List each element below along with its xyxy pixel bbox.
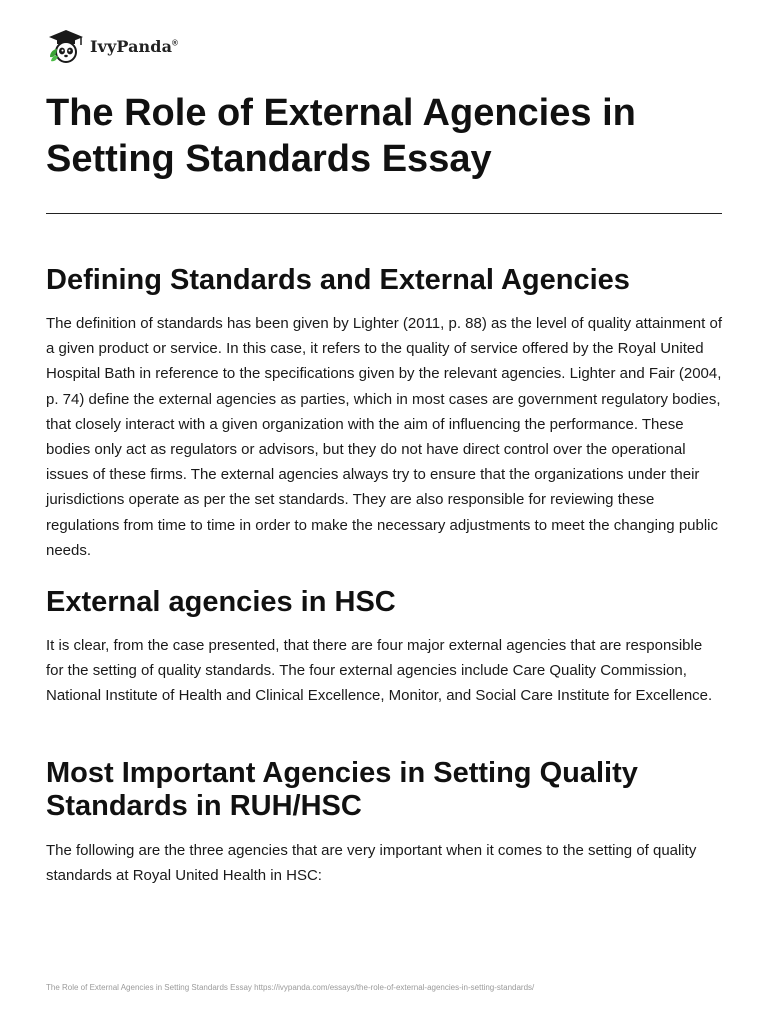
section-body-external-agencies: It is clear, from the case presented, that there are four major external agencies that are responsible for the setting of quality standards. The four external agencies include Care Quality Commission, National Institute of Health and Clinical Excellence, Monitor, and Social Care Institute for Excellence. xyxy=(46,637,713,705)
page-footer[interactable]: The Role of External Agencies in Setting Standards Essay https://ivypanda.com/essays/the-role-of-external-agencies-in-setting-standards/ xyxy=(46,983,535,992)
section-heading-most-important-agencies: Most Important Agencies in Setting Quality Standards in RUH/HSC xyxy=(46,757,638,822)
section-heading-external-agencies: External agencies in HSC xyxy=(46,586,396,618)
section-body-defining-standards: The definition of standards has been given by Lighter (2011, p. 88) as the level of quality attainment of a given product or service. In this case, it refers to the quality of service offered by the Royal United Hospital Bath in reference to the specifications given by the relevant agencies. Lighter and Fair (2004, p. 74) define the external agencies as parties, which in most cases are government regulatory bodies, that closely interact with a given organization with the aim of influencing the performance. These bodies only act as regulators or advisors, but they do not have direct control over the operational issues of these firms. The external agencies always try to ensure that the organizations under their jurisdictions operate as per the set standards. They are also responsible for reviewing these regulations from time to time in order to make the necessary adjustments to meet the changing public needs. xyxy=(46,315,722,559)
section-body-most-important-agencies: The following are the three agencies that are very important when it comes to the setting of quality standards at Royal United Health in HSC: xyxy=(46,842,697,885)
brand-name: IvyPanda® xyxy=(90,36,179,56)
brand-logo[interactable] xyxy=(46,27,178,65)
document-title: The Role of External Agencies in Setting Standards Essay xyxy=(46,92,636,180)
section-heading-defining-standards: Defining Standards and External Agencies xyxy=(46,264,630,296)
panda-graduation-cap-icon xyxy=(46,27,86,65)
title-divider xyxy=(46,213,722,214)
